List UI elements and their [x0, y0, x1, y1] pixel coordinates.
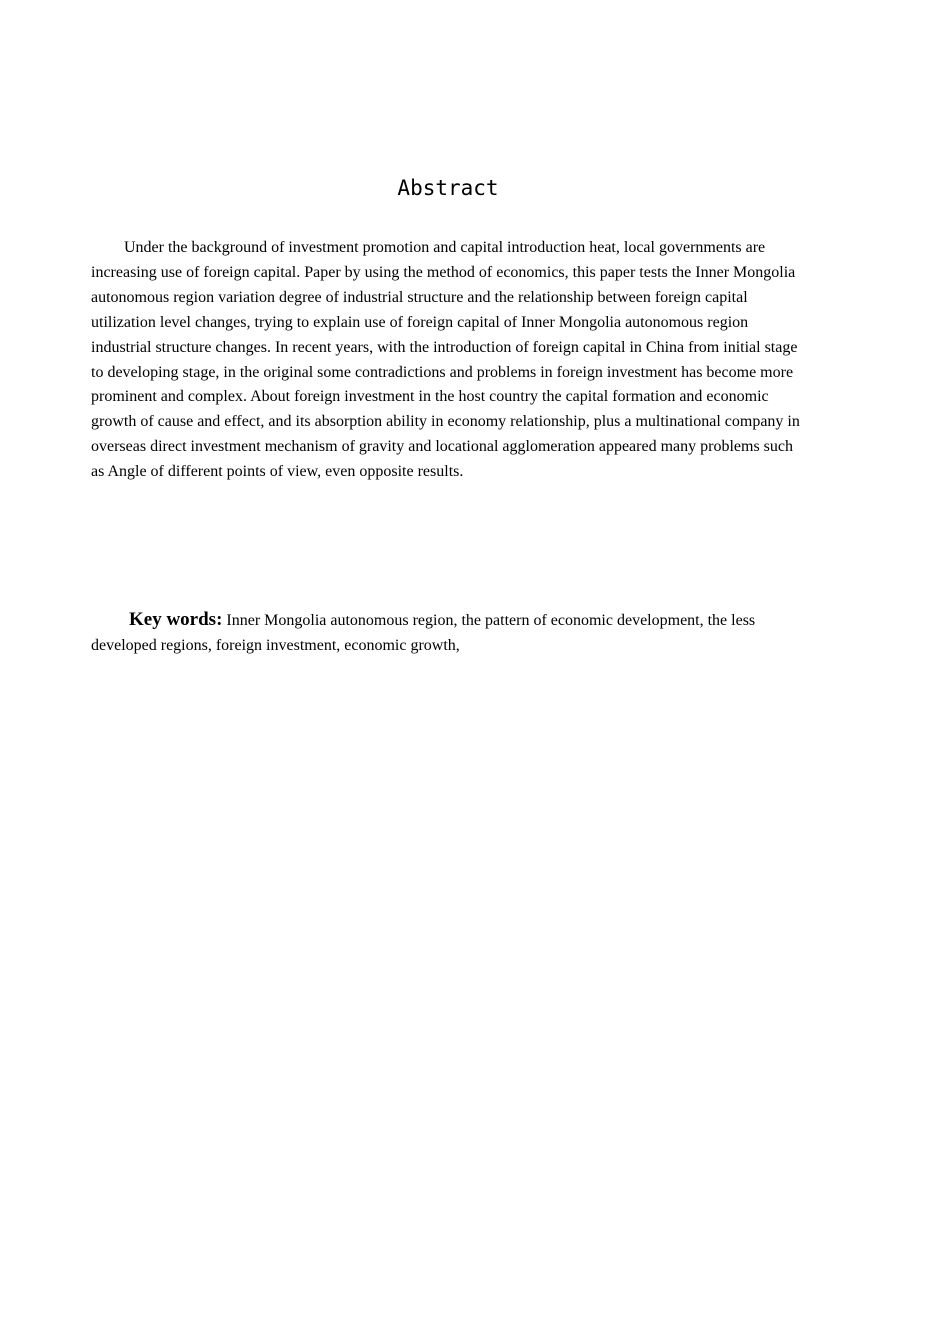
keywords-text: Inner Mongolia autonomous region, the pattern of economic development, the less developed regions, foreign investment, economic growth,	[91, 612, 756, 654]
keywords-paragraph	[91, 608, 803, 659]
keywords-label: Key words:	[129, 609, 223, 630]
abstract-title: Abstract	[397, 176, 499, 200]
abstract-body: Under the background of investment promotion and capital introduction heat, local governments are increasing use of foreign capital. Paper by using the method of economics, this paper tests the Inner Mongolia autonomous region variation degree of industrial structure and the relationship between foreign capital utilization level changes, trying to explain use of foreign capital of Inner Mongolia autonomous region industrial structure changes. In recent years, with the introduction of foreign capital in China from initial stage to developing stage, in the original some contradictions and problems in foreign investment has become more prominent and complex. About foreign investment in the host country the capital formation and economic growth of cause and effect, and its absorption ability in economy relationship, plus a multinational company in overseas direct investment mechanism of gravity and locational agglomeration appeared many problems such as Angle of different points of view, even opposite results.	[91, 239, 800, 481]
